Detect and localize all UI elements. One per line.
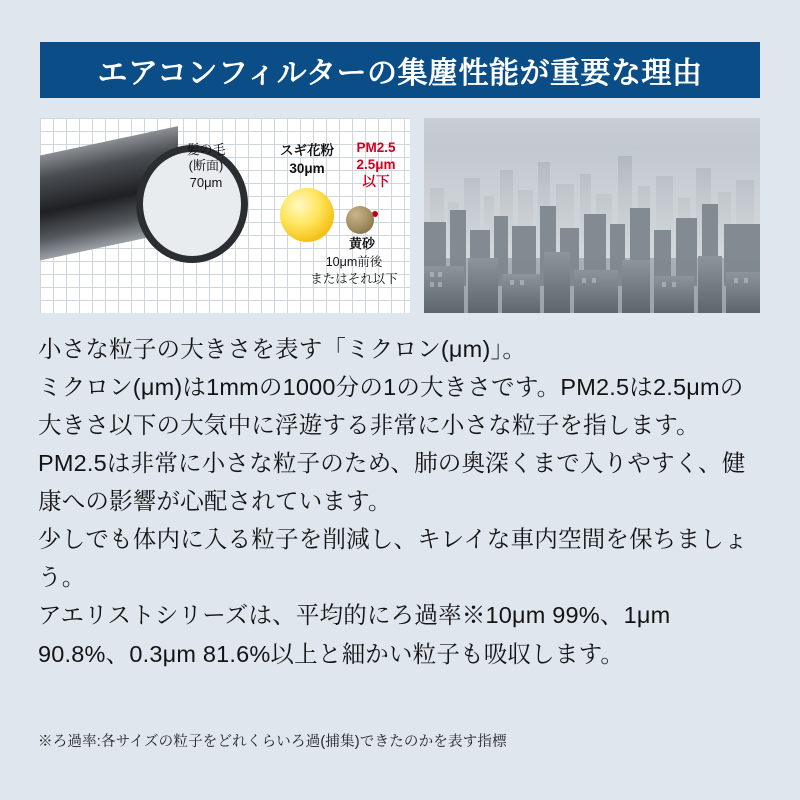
kosa-size-line2: またはそれ以下 — [310, 271, 398, 286]
figure-row — [40, 118, 760, 313]
pollen-particle-icon — [280, 188, 334, 242]
kosa-label: 黄砂 — [348, 236, 375, 251]
pm25-size: 2.5μm — [356, 156, 396, 172]
body-paragraph-4: アエリストシリーズは、平均的にろ過率※10μm 99%、1μm 90.8%、0.3μm 81.6%以上と細かい粒子も吸収します。 — [38, 602, 671, 667]
hair-label-line3: 70μm — [189, 174, 223, 190]
pollen-name: スギ花粉 — [280, 143, 334, 158]
body-copy — [38, 330, 766, 673]
page-title: エアコンフィルターの集塵性能が重要な理由 — [97, 57, 703, 90]
hair-label — [158, 142, 254, 191]
body-paragraph-3: 少しでも体内に入る粒子を削減し、キレイな車内空間を保ちましょう。 — [38, 526, 748, 591]
pm25-name: PM2.5 — [356, 140, 396, 155]
particle-size-diagram — [40, 118, 410, 313]
body-paragraph-1: 小さな粒子の大きさを表す「ミクロン(μm)」。 — [38, 336, 527, 362]
header-banner — [40, 42, 760, 98]
kosa-size-label — [298, 254, 410, 288]
smoggy-city-photo — [424, 118, 760, 313]
pollen-label — [268, 142, 346, 177]
pollen-size: 30μm — [289, 160, 325, 176]
pm25-size-qualifier: 以下 — [362, 173, 390, 189]
hair-label-line1: 髪の毛 — [186, 142, 226, 157]
hair-label-line2: (断面) — [188, 158, 224, 174]
kosa-particle-icon — [346, 206, 374, 234]
kosa-size-line1: 10μm前後 — [325, 255, 383, 269]
pm25-label — [344, 140, 408, 191]
body-paragraph-2: ミクロン(μm)は1mmの1000分の1の大きさです。PM2.5は2.5μmの大きさ以下の大気中に浮遊する非常に小さな粒子を指します。PM2.5は非常に小さな粒子のため、肺の奥深くまで入りやすく、健康への影響が心配されています。 — [38, 374, 746, 515]
footnote: ※ろ過率:各サイズの粒子をどれくらいろ過(捕集)できたのかを表す指標 — [38, 734, 507, 750]
